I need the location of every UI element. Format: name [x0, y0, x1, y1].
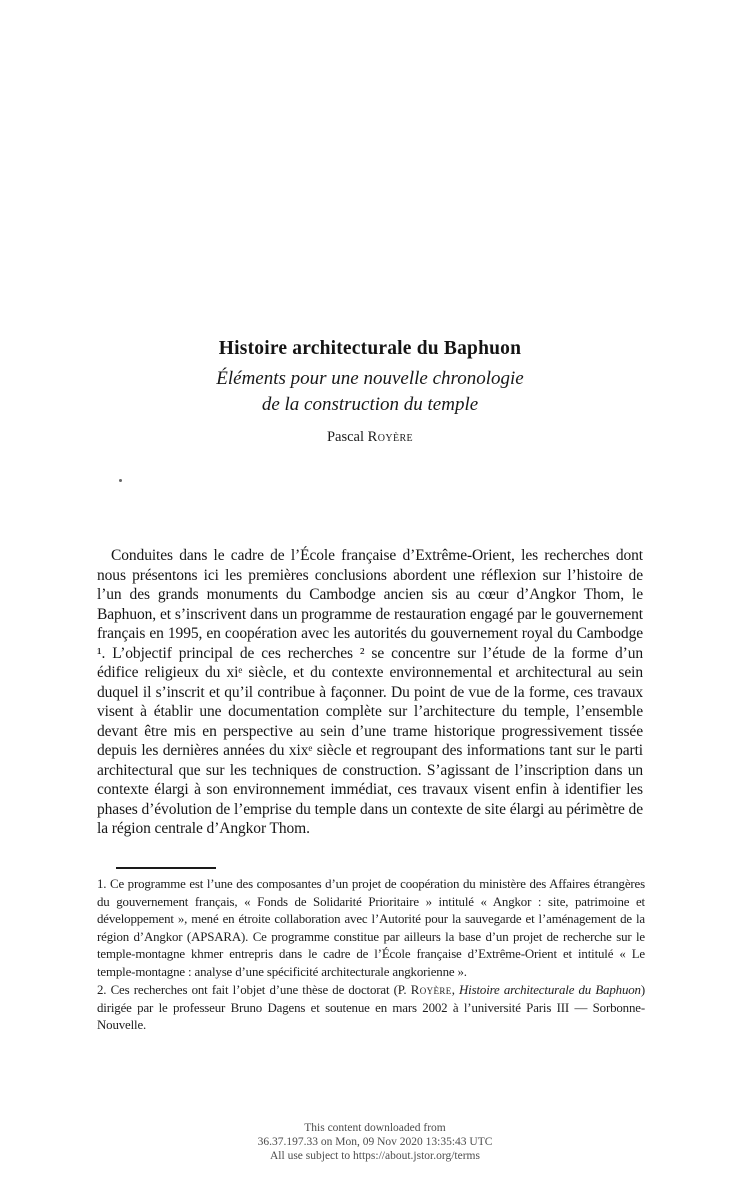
body-paragraph: Conduites dans le cadre de l’École française d’Extrême-Orient, les recherches dont nous présentons ici les premières conclusions abordent une réflexion sur l’histoire de l’un des grands monuments du Cambodge ancien sis au cœur d’Angkor Thom, le Baphuon, et s’inscrivent dans un programme de restauration engagé par le gouvernement français en 1995, en coopération avec les autorités du gouvernement royal du Cambodge ¹. L’objectif principal de ces recherches ² se concentre sur l’étude de la forme d’un édifice religieux du xiᵉ siècle, et du contexte environnemental et architectural au sein duquel il s’inscrit et qu’il contribue à façonner. Du point de vue de la forme, ces travaux visent à établir une documentation complète sur l’architecture du temple, l’ensemble devant être mis en perspective au sein d’une trame historique progressivement tissée depuis les dernières années du xixᵉ siècle et regroupant des informations tant sur le parti architectural que sur les techniques de construction. S’agissant de l’inscription dans un contexte élargi à son environnement immédiat, ces travaux visent enfin à identifier les phases d’évolution de l’emprise du temple dans un contexte de site élargi au périmètre de la région centrale d’Angkor Thom. — [97, 547, 643, 837]
footnote-1: 1. Ce programme est l’une des composantes d’un projet de coopération du ministère des Affaires étrangères du gouvernement français, « Fonds de Solidarité Prioritaire » intitulé « Angkor : site, patrimoine et développement », mené en étroite collaboration avec l’Autorité pour la sauvegarde et l’aménagement de la région d’Angkor (APSARA). Ce programme constitue par ailleurs la base d’un projet de recherche sur le temple-montagne khmer entrepris dans le cadre de l’École française d’Extrême-Orient et intitulé « Le temple-montagne : analyse d’une spécificité architecturale angkorienne ». — [97, 877, 645, 979]
footer-downloaded-from-line: This content downloaded from — [304, 1122, 446, 1134]
footer-ip-and-timestamp-line: 36.37.197.33 on Mon, 09 Nov 2020 13:35:43 UTC — [257, 1135, 493, 1148]
article-subtitle — [97, 366, 643, 418]
author-byline — [97, 429, 643, 446]
author-last-name: Royère — [367, 429, 414, 445]
article-title: Histoire architecturale du Baphuon — [218, 338, 522, 360]
article-subtitle-line1: Éléments pour une nouvelle chronologie — [216, 368, 524, 389]
author-first-name: Pascal — [326, 429, 368, 445]
footnote-2-cited-author: Royère — [410, 983, 452, 997]
footnote-2 — [97, 982, 645, 1035]
footer-terms-url-line: All use subject to https://about.jstor.org/terms — [270, 1149, 480, 1162]
footnote-2-text-end: ) dirigée par le professeur Bruno Dagens et soutenue en mars 2002 à l’université Paris III — Sorbonne-Nouvelle. — [97, 983, 645, 1033]
footnote-separator-rule — [116, 867, 216, 869]
scan-artifact-speck — [119, 479, 122, 482]
footnote-2-cited-title: Histoire architecturale du Baphuon — [459, 983, 641, 997]
footnote-2-text-start: 2. Ces recherches ont fait l’objet d’une thèse de doctorat (P. — [97, 983, 411, 997]
jstor-download-footer — [0, 1122, 750, 1163]
article-subtitle-line2: de la construction du temple — [261, 394, 479, 415]
footnote-2-text-mid: , — [451, 983, 460, 997]
